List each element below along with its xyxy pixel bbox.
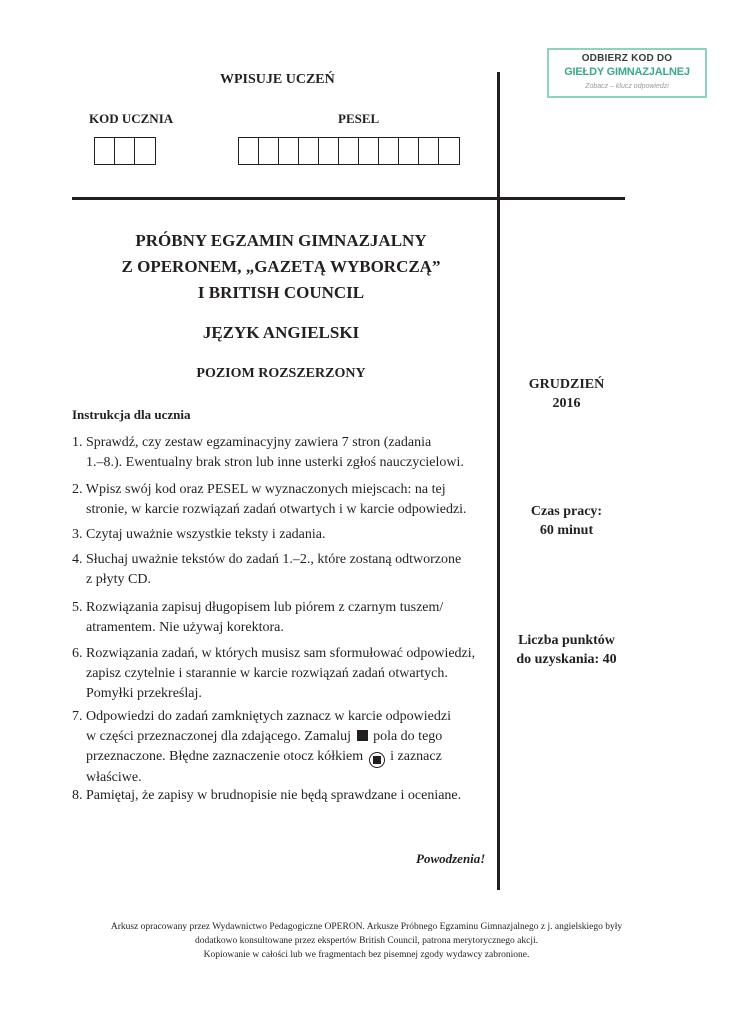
instruction-text: pola do tego bbox=[373, 729, 443, 744]
instruction-line: właściwe. bbox=[86, 770, 142, 785]
circled-square-icon bbox=[369, 752, 385, 768]
good-luck-text: Powodzenia! bbox=[416, 851, 486, 866]
promo-line2: GIEŁDY GIMNAZJALNEJ bbox=[564, 66, 690, 78]
promo-line1: ODBIERZ KOD DO bbox=[581, 53, 673, 64]
student-code-input[interactable] bbox=[94, 137, 156, 165]
footer-line: dodatkowo konsultowane przez ekspertów British Council, patrona merytorycznego akcji. bbox=[195, 936, 538, 946]
instruction-line: 5. Rozwiązania zapisuj długopisem lub piórem z czarnym tuszem/ bbox=[72, 600, 444, 615]
code-cell[interactable] bbox=[135, 138, 155, 164]
subject-title: JĘZYK ANGIELSKI bbox=[202, 323, 360, 342]
pesel-cell[interactable] bbox=[339, 138, 359, 164]
exam-year: 2016 bbox=[552, 396, 581, 411]
instruction-item bbox=[72, 598, 488, 638]
vertical-divider bbox=[497, 72, 500, 890]
instruction-line: 2. Wpisz swój kod oraz PESEL w wyznaczonych miejscach: na tej bbox=[72, 482, 446, 497]
points-value: do uzyskania: 40 bbox=[516, 652, 617, 667]
title-line1: PRÓBNY EGZAMIN GIMNAZJALNY bbox=[135, 231, 427, 250]
title-line2: Z OPERONEM, „GAZETĄ WYBORCZĄ” bbox=[121, 257, 441, 276]
instruction-text: i zaznacz bbox=[390, 749, 442, 764]
student-fills-heading: WPISUJE UCZEŃ bbox=[220, 72, 335, 87]
instruction-item bbox=[72, 786, 488, 806]
instruction-line: 4. Słuchaj uważnie tekstów do zadań 1.–2., które zostaną odtworzone bbox=[72, 552, 462, 567]
time-label: Czas pracy: bbox=[530, 504, 603, 519]
instruction-line: z płyty CD. bbox=[86, 572, 151, 587]
pesel-input[interactable] bbox=[238, 137, 460, 165]
instruction-text: przeznaczone. Błędne zaznaczenie otocz kółkiem bbox=[86, 749, 364, 764]
footer-line: Arkusz opracowany przez Wydawnictwo Pedagogiczne OPERON. Arkusze Próbnego Egzaminu Gimnazjalnego z j. angielskiego były bbox=[110, 922, 623, 932]
instruction-line: 7. Odpowiedzi do zadań zamkniętych zaznacz w karcie odpowiedzi bbox=[72, 709, 451, 724]
student-code-label: KOD UCZNIA bbox=[89, 111, 174, 126]
instruction-text: w części przeznaczonej dla zdającego. Zamaluj bbox=[86, 729, 352, 744]
pesel-cell[interactable] bbox=[299, 138, 319, 164]
pesel-cell[interactable] bbox=[399, 138, 419, 164]
pesel-cell[interactable] bbox=[439, 138, 459, 164]
footer-line: Kopiowanie w całości lub we fragmentach bez pisemnej zgody wydawcy zabronione. bbox=[203, 950, 530, 960]
horizontal-divider bbox=[72, 197, 625, 200]
pesel-cell[interactable] bbox=[259, 138, 279, 164]
pesel-cell[interactable] bbox=[359, 138, 379, 164]
code-cell[interactable] bbox=[115, 138, 135, 164]
instruction-line: 1.–8.). Ewentualny brak stron lub inne usterki zgłoś nauczycielowi. bbox=[86, 455, 464, 470]
level-title: POZIOM ROZSZERZONY bbox=[196, 366, 366, 381]
exam-month: GRUDZIEŃ bbox=[528, 377, 605, 392]
instruction-line: 3. Czytaj uważnie wszystkie teksty i zadania. bbox=[72, 527, 326, 542]
exam-title bbox=[72, 228, 490, 306]
pesel-label: PESEL bbox=[338, 111, 380, 126]
instruction-item bbox=[72, 525, 488, 545]
instruction-line: zapisz czytelnie i starannie w karcie rozwiązań zadań otwartych. bbox=[86, 666, 448, 681]
instruction-line: stronie, w karcie rozwiązań zadań otwartych i w karcie odpowiedzi. bbox=[86, 502, 467, 517]
points-label: Liczba punktów bbox=[518, 633, 615, 648]
instruction-item bbox=[72, 707, 488, 788]
time-value: 60 minut bbox=[539, 523, 594, 538]
instruction-line: atramentem. Nie używaj korektora. bbox=[86, 620, 284, 635]
title-line3: I BRITISH COUNCIL bbox=[197, 283, 365, 302]
instruction-line: Pomyłki przekreślaj. bbox=[86, 686, 202, 701]
instructions-heading: Instrukcja dla ucznia bbox=[72, 407, 191, 422]
instruction-item bbox=[72, 644, 488, 704]
pesel-cell[interactable] bbox=[419, 138, 439, 164]
pesel-cell[interactable] bbox=[239, 138, 259, 164]
instruction-line bbox=[72, 747, 488, 768]
pesel-cell[interactable] bbox=[279, 138, 299, 164]
instruction-line: 8. Pamiętaj, że zapisy w brudnopisie nie będą sprawdzane i oceniane. bbox=[72, 788, 462, 803]
promo-line3: Zobacz – klucz odpowiedzi bbox=[585, 83, 669, 90]
instruction-line: 1. Sprawdź, czy zestaw egzaminacyjny zawiera 7 stron (zadania bbox=[72, 435, 432, 450]
code-cell[interactable] bbox=[95, 138, 115, 164]
instruction-item bbox=[72, 433, 488, 473]
instruction-line bbox=[72, 727, 488, 747]
promo-box[interactable] bbox=[547, 48, 707, 98]
pesel-cell[interactable] bbox=[319, 138, 339, 164]
pesel-cell[interactable] bbox=[379, 138, 399, 164]
filled-square-icon bbox=[357, 730, 368, 741]
instruction-line: 6. Rozwiązania zadań, w których musisz sam sformułować odpowiedzi, bbox=[72, 646, 476, 661]
instruction-item bbox=[72, 550, 488, 590]
instruction-item bbox=[72, 480, 488, 520]
